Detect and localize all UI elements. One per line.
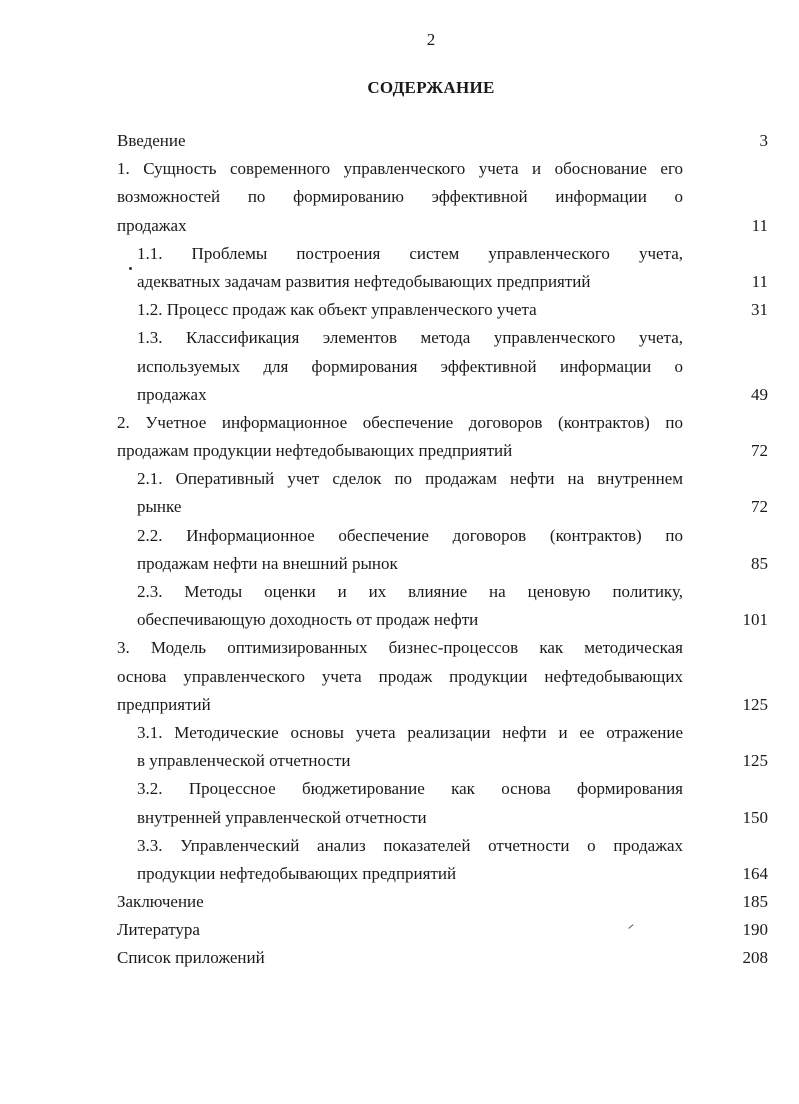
toc-entry [0, 916, 799, 944]
toc-page-number: 125 [742, 694, 768, 714]
toc-entry-line: Список приложений [117, 948, 265, 968]
toc-entry [0, 522, 799, 578]
toc-entry-line: адекватных задачам развития нефтедобывающих предприятий [137, 271, 591, 291]
toc-page-number: 11 [751, 215, 768, 235]
toc-entry-line: 1.2. Процесс продаж как объект управленческого учета [137, 300, 537, 320]
toc-page-number: 85 [751, 553, 768, 573]
toc-entry-line: продукции нефтедобывающих предприятий [137, 863, 457, 883]
toc-page-number: 72 [751, 441, 768, 461]
toc-page-number: 125 [742, 751, 768, 771]
toc-entry-line: рынке [137, 497, 182, 517]
toc-entry [0, 127, 799, 155]
toc-entry-line: 2.2. Информационное обеспечение договоров (контрактов) по [137, 525, 683, 545]
toc-entry [0, 409, 799, 465]
toc-entry-line: обеспечивающую доходность от продаж нефти [137, 610, 479, 630]
toc-entry [0, 155, 799, 240]
toc-page-number: 164 [742, 863, 768, 883]
toc-page-number: 190 [742, 920, 768, 940]
toc-entry-line: 2.1. Оперативный учет сделок по продажам нефти на внутреннем [137, 469, 683, 489]
toc-entry [0, 888, 799, 916]
toc-entry-line: в управленческой отчетности [137, 751, 351, 771]
toc-entry [0, 832, 799, 888]
scan-mark [129, 267, 132, 270]
toc-entry-line: внутренней управленческой отчетности [137, 807, 427, 827]
toc-entry-line: используемых для формирования эффективной информации о [137, 356, 683, 376]
toc-entry [0, 634, 799, 719]
toc-entry-line: 1.1. Проблемы построения систем управленческого учета, [137, 243, 683, 263]
toc-entry-line: 3.2. Процессное бюджетирование как основа формирования [137, 779, 683, 799]
toc-entry-line: 1. Сущность современного управленческого учета и обоснование его [117, 159, 683, 179]
toc-entry [0, 719, 799, 775]
toc-page-number: 31 [751, 300, 768, 320]
toc-page-number: 3 [759, 131, 768, 150]
toc-entry-line: предприятий [117, 694, 211, 714]
toc-entry [0, 944, 799, 972]
table-of-contents [0, 127, 799, 973]
toc-entry-line: продажах [117, 215, 187, 235]
toc-entry [0, 240, 799, 296]
toc-entry-line: Литература [117, 920, 200, 940]
toc-entry-line: основа управленческого учета продаж продукции нефтедобывающих [117, 666, 683, 686]
toc-entry-line: продажам продукции нефтедобывающих предприятий [117, 441, 513, 461]
toc-page-number: 150 [742, 807, 768, 827]
toc-entry-line: продажах [137, 384, 207, 404]
toc-page-number: 185 [742, 892, 768, 912]
toc-entry-line: возможностей по формированию эффективной информации о [117, 187, 683, 207]
toc-entry-line: Введение [117, 131, 186, 150]
toc-page-number: 11 [751, 271, 768, 291]
toc-page-number: 208 [742, 948, 768, 968]
toc-entry-line: 1.3. Классификация элементов метода управленческого учета, [137, 328, 683, 348]
toc-entry [0, 296, 799, 324]
toc-entry-line: 2.3. Методы оценки и их влияние на ценовую политику, [137, 582, 683, 601]
page-title: СОДЕРЖАНИЕ [367, 78, 495, 97]
toc-page-number: 72 [751, 497, 768, 517]
toc-entry-line: 3. Модель оптимизированных бизнес-процессов как методическая [117, 638, 683, 658]
page-number: 2 [426, 30, 436, 49]
toc-page-number: 101 [742, 610, 768, 630]
toc-entry-line: 2. Учетное информационное обеспечение договоров (контрактов) по [117, 412, 683, 432]
toc-entry-line: 3.3. Управленческий анализ показателей отчетности о продажах [137, 835, 683, 855]
toc-entry [0, 324, 799, 409]
toc-entry [0, 465, 799, 521]
toc-entry-line: Заключение [117, 892, 204, 912]
toc-entry [0, 578, 799, 634]
toc-entry-line: продажам нефти на внешний рынок [137, 553, 398, 573]
toc-entry [0, 775, 799, 831]
toc-entry-line: 3.1. Методические основы учета реализации нефти и ее отражение [137, 722, 683, 742]
toc-page-number: 49 [751, 384, 768, 404]
